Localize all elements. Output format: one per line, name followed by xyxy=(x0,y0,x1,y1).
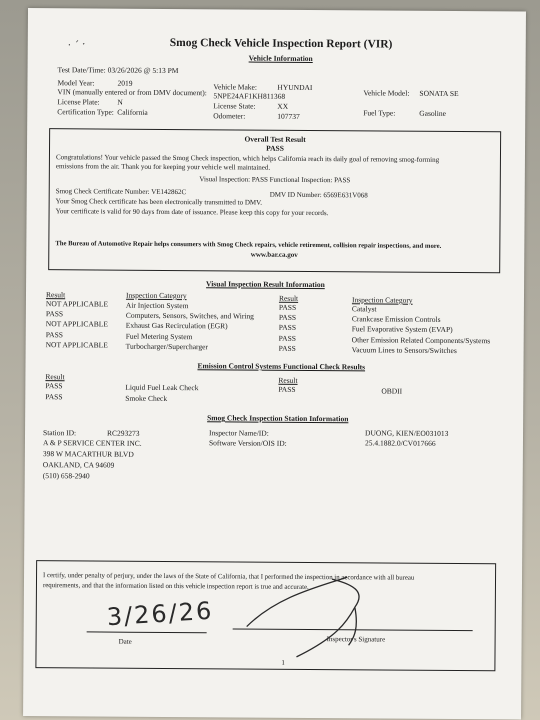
fuel-label: Fuel Type: xyxy=(363,108,396,118)
table-row-category: Smoke Check xyxy=(125,393,168,403)
table-row-category: OBDII xyxy=(381,386,403,396)
test-datetime: Test Date/Time: 03/26/2026 @ 5:13 PM xyxy=(57,65,179,76)
visual-left-category-header: Inspection Category xyxy=(125,290,187,301)
plate-value: N xyxy=(117,97,123,107)
table-row-result: NOT APPLICABLE xyxy=(45,299,109,309)
handwritten-date: 3/26/26 xyxy=(105,596,215,632)
cert-type-value: California xyxy=(117,107,148,117)
state-label: License State: xyxy=(213,101,256,111)
table-row-result: PASS xyxy=(45,381,63,391)
station-name: A & P SERVICE CENTER INC. xyxy=(42,438,142,448)
bar-website-link[interactable]: www.bar.ca.gov xyxy=(250,250,298,259)
make-value: HYUNDAI xyxy=(277,82,313,92)
model-year-label: Model Year: xyxy=(57,78,95,88)
make-label: Vehicle Make: xyxy=(213,82,258,92)
fuel-value: Gasoline xyxy=(419,108,446,118)
station-heading: Smog Check Inspection Station Information xyxy=(207,413,349,424)
table-row-category: Exhaust Gas Recirculation (EGR) xyxy=(125,321,228,331)
vehicle-information-heading: Vehicle Information xyxy=(248,53,313,63)
station-address-2: OAKLAND, CA 94609 xyxy=(42,460,115,470)
inspector-label: Inspector Name/ID: xyxy=(209,428,269,438)
overall-result-box xyxy=(48,128,501,273)
table-row-category: Fuel Metering System xyxy=(125,331,193,341)
odometer-value: 107737 xyxy=(277,111,300,121)
model-label: Vehicle Model: xyxy=(363,88,410,98)
visual-inspection-heading: Visual Inspection Result Information xyxy=(206,279,325,290)
visual-left-result-header: Result xyxy=(45,290,66,300)
table-row-result: PASS xyxy=(278,312,297,323)
emission-left-result-header: Result xyxy=(45,372,65,382)
visual-right-category-header: Inspection Category xyxy=(351,295,413,305)
cert-type-label: Certification Type: xyxy=(57,107,114,117)
vin-label: VIN (manually entered or from DMV document): xyxy=(57,87,207,98)
station-address-1: 398 W MACARTHUR BLVD xyxy=(42,449,134,459)
date-line xyxy=(87,631,207,633)
report-title: Smog Check Vehicle Inspection Report (VIR) xyxy=(169,36,393,51)
station-phone: (510) 658-2940 xyxy=(42,471,90,481)
station-id-label: Station ID: xyxy=(43,428,77,438)
table-row-result: PASS xyxy=(45,329,64,339)
table-row-category: Fuel Evaporative System (EVAP) xyxy=(351,324,453,335)
table-row-result: PASS xyxy=(278,323,297,333)
dmv-id-number: DMV ID Number: 6569E631V068 xyxy=(269,190,368,200)
certificate-number: Smog Check Certificate Number: VE142862C xyxy=(55,187,187,197)
page-number: 1 xyxy=(281,658,285,667)
model-value: SONATA SE xyxy=(419,88,459,99)
congrats-line-2: emissions from the air. Thank you for keeping your vehicle well maintained. xyxy=(55,162,271,172)
vin-value: 5NPE24AF1KH811368 xyxy=(213,91,286,101)
inspector-signature-graphic xyxy=(236,566,387,667)
overall-result-value: PASS xyxy=(266,143,284,153)
plate-label: License Plate: xyxy=(57,97,100,107)
table-row-category: Air Injection System xyxy=(125,300,189,311)
table-row-category: Other Emission Related Components/Systems xyxy=(351,334,491,345)
certification-box xyxy=(35,560,496,671)
table-row-result: PASS xyxy=(278,333,296,343)
table-row-result: PASS xyxy=(278,302,297,312)
table-row-category: Turbocharger/Supercharger xyxy=(125,341,209,352)
state-value: XX xyxy=(277,101,289,111)
table-row-result: PASS xyxy=(278,343,296,353)
table-row-category: Catalyst xyxy=(351,304,377,314)
emission-right-result-header: Result xyxy=(278,375,298,385)
signature-label: Inspector's Signature xyxy=(326,635,386,644)
model-year-value: 2019 xyxy=(117,78,133,88)
table-row-category: Computers, Sensors, Switches, and Wiring xyxy=(125,310,254,321)
validity-note: Your certificate is valid for 90 days from date of issuance. Please keep this copy for your records. xyxy=(55,207,329,218)
handwritten-mark: · ˊ ˑ xyxy=(67,40,86,52)
overall-result-heading: Overall Test Result xyxy=(244,134,306,144)
inspection-report-page xyxy=(23,8,526,719)
table-row-category: Vacuum Lines to Sensors/Switches xyxy=(351,345,457,355)
odometer-label: Odometer: xyxy=(213,111,246,121)
inspector-value: DUONG, KIEN/EO031013 xyxy=(365,428,449,438)
table-row-result: PASS xyxy=(45,309,64,319)
visual-right-result-header: Result xyxy=(278,293,299,303)
table-row-result: NOT APPLICABLE xyxy=(45,339,108,350)
software-value: 25.4.1882.0/CV017666 xyxy=(364,438,436,448)
emission-heading: Emission Control Systems Functional Check Results xyxy=(197,361,366,372)
table-row-result: PASS xyxy=(45,391,63,401)
table-row-category: Crankcase Emission Controls xyxy=(351,314,441,325)
bar-notice: The Bureau of Automotive Repair helps consumers with Smog Check repairs, vehicle retirement, collision repair inspections, and more. xyxy=(55,240,442,250)
table-row-category: Liquid Fuel Leak Check xyxy=(125,382,199,393)
date-label: Date xyxy=(118,637,132,646)
certification-text-1: I certify, under penalty of perjury, under the laws of the State of California, that I performed the inspection in accordance with all bureau xyxy=(43,572,415,582)
station-id-value: RC293273 xyxy=(107,428,140,438)
certification-text-2: requirements, and that the information listed on this vehicle inspection report is true and accurate. xyxy=(42,582,309,591)
congrats-line-1: Congratulations! Your vehicle passed the Smog Check inspection, which helps California reach its daily goal of removing smog-forming xyxy=(55,153,440,164)
transmitted-note: Your Smog Check certificate has been electronically transmitted to DMV. xyxy=(55,197,263,207)
table-row-result: NOT APPLICABLE xyxy=(45,319,108,329)
software-label: Software Version/OIS ID: xyxy=(208,438,287,448)
visual-functional-result: Visual Inspection: PASS Functional Inspection: PASS xyxy=(199,175,351,185)
table-row-result: PASS xyxy=(278,384,296,394)
